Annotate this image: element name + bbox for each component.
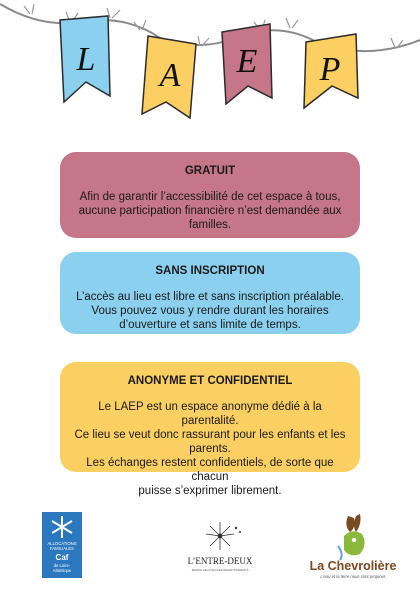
card-sans-inscription-heading: SANS INSCRIPTION — [155, 265, 265, 277]
caf-name: Caf — [55, 553, 69, 562]
chevroliere-name: La Chevrolière — [309, 559, 397, 573]
caf-logo — [42, 512, 82, 578]
card-anonyme-confidentiel — [60, 362, 360, 497]
caf-line2: FAMILIALES — [50, 546, 74, 551]
card-anonyme-heading: ANONYME ET CONFIDENTIEL — [127, 375, 293, 387]
chevroliere-tagline: L’eau et la terre nous sont propices — [320, 574, 386, 579]
flag-letter-a: A — [159, 57, 181, 94]
card-gratuit — [60, 152, 360, 238]
entre-deux-name: L’ENTRE-DEUX — [187, 556, 253, 566]
caf-region1: de Loire- — [53, 563, 71, 568]
flag-a — [142, 36, 196, 118]
entre-deux-logo — [180, 520, 260, 580]
caf-line1: ALLOCATIONS — [47, 541, 77, 546]
chevroliere-logo — [300, 510, 406, 582]
flag-l — [60, 16, 110, 102]
laep-banner — [0, 0, 420, 130]
card-gratuit-body: Afin de garantir l’accessibilité de cet espace à tous, aucune participation financière n’est demandée aux familles. — [78, 191, 342, 231]
flag-p — [304, 34, 358, 108]
goat-icon — [338, 514, 365, 560]
card-anonyme-body: Le LAEP est un espace anonyme dédié à la parentalité. Ce lieu se veut donc rassurant pour les enfants et les parents. Les échanges restent confidentiels, de sorte que chacun puisse s’exprimer librement. — [74, 401, 346, 497]
flag-letter-e: E — [236, 43, 258, 80]
flag-letter-l: L — [76, 41, 96, 78]
flag-letter-p: P — [319, 51, 341, 88]
entre-deux-tagline: ESPACE LIEU D’ACCUEIL ENFANTS PARENTS — [191, 569, 249, 572]
caf-region2: Atlantique — [52, 568, 72, 573]
card-sans-inscription — [60, 252, 360, 334]
card-sans-inscription-body: L’accès au lieu est libre et sans inscription préalable. Vous pouvez vous y rendre durant les horaires d’ouverture et sans limite de temps. — [76, 291, 344, 331]
card-gratuit-heading: GRATUIT — [184, 165, 236, 177]
dandelion-icon — [206, 522, 241, 550]
flag-e — [222, 24, 272, 104]
